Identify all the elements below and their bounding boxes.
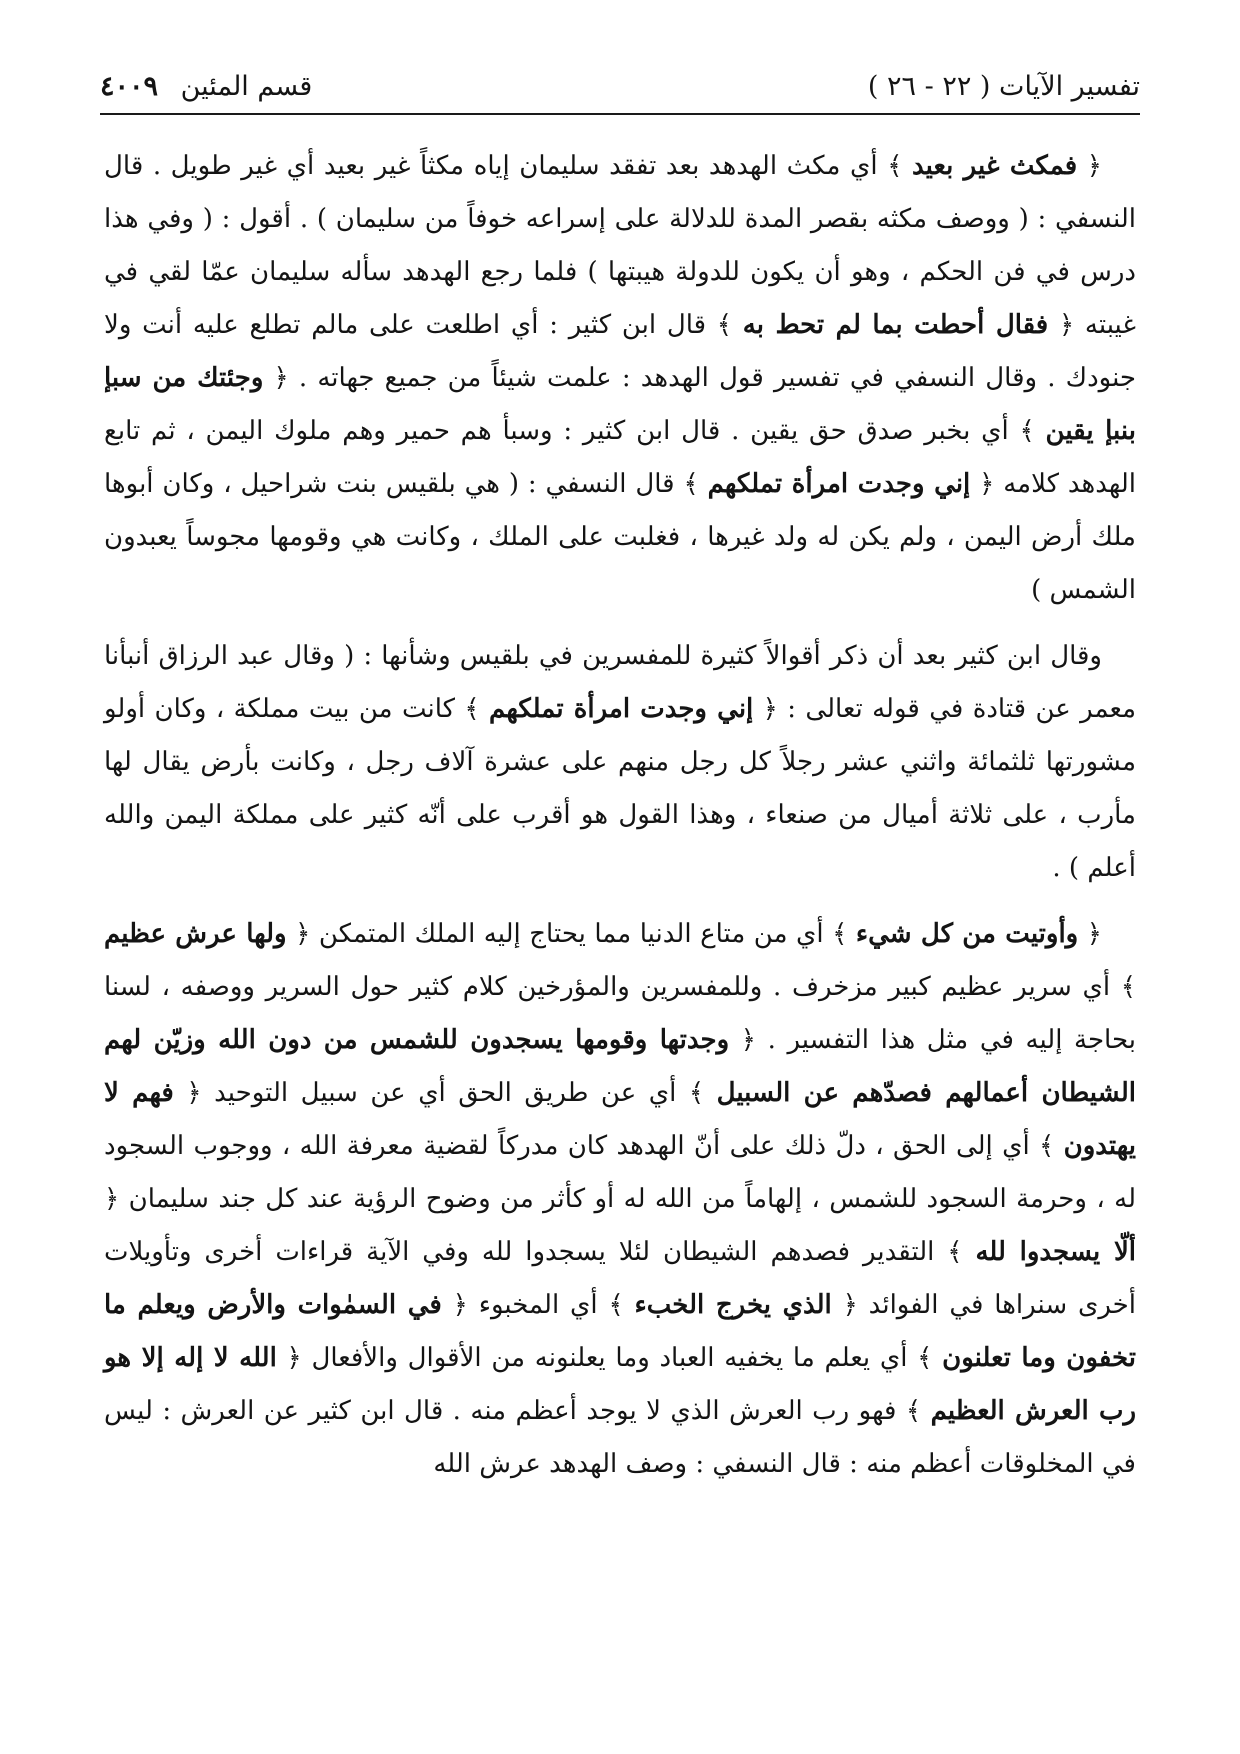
quran-verse: إني وجدت امرأة تملكهم — [489, 694, 754, 724]
commentary-text: ﴾ أي يعلم ما يخفيه العباد وما يعلنونه من الأقوال والأفعال ﴿ — [276, 1343, 943, 1373]
commentary-text: ﴾ التقدير فصدهم الشيطان لئلا يسجدوا لله وفي الآية قراءات أخرى وتأويلات أخرى سنراها في الفوائد ﴿ — [104, 1237, 1136, 1320]
commentary-text: ﴾ فهو رب العرش الذي لا يوجد أعظم منه . قال ابن كثير عن العرش : ليس في المخلوقات أعظم منه : قال النسفي : وصف الهدهد عرش الله — [104, 1396, 1136, 1479]
header-meta — [100, 71, 312, 102]
quran-verse: وأوتيت من كل شيء — [855, 919, 1079, 949]
commentary-text: ﴾ أي بخبر صدق حق يقين . قال ابن كثير : وسبأ هم حمير وهم ملوك اليمن ، ثم تابع الهدهد كلامه ﴿ — [104, 416, 1137, 499]
quran-verse: وجدتها وقومها يسجدون للشمس من دون الله وزيّن لهم الشيطان أعمالهم فصدّهم عن السبيل — [104, 1025, 1136, 1108]
quran-verse: فهم لا يهتدون — [104, 1078, 1136, 1161]
commentary-text: ﴾ أي مكث الهدهد بعد تفقد سليمان إياه مكثاً غير بعيد أي غير طويل . قال النسفي : ( ووصف مكثه بقصر المدة للدلالة على إسراعه خوفاً من سليمان ) . أقول : ( وفي هذا درس في فن الحكم ، وهو أن يكون للدولة هيبتها ) فلما رجع الهدهد سأله سليمان عمّا لقي في غيبته ﴿ — [104, 151, 1136, 340]
commentary-text: ﴾ أي عن طريق الحق أي عن سبيل التوحيد ﴿ — [173, 1078, 717, 1108]
section-name: قسم المئين — [180, 70, 313, 102]
commentary-text: وقال ابن كثير بعد أن ذكر أقوالاً كثيرة للمفسرين في بلقيس وشأنها : ( وقال عبد الرزاق أنبأنا معمر عن قتادة في قوله تعالى : ﴿ — [104, 641, 1137, 724]
page-header — [100, 62, 1140, 110]
commentary-text: ﴾ كانت من بيت مملكة ، وكان أولو مشورتها ثلثمائة واثني عشر رجلاً كل رجل منهم على عشرة آلاف رجل ، وكانت بأرض يقال لها مأرب ، على ثلاثة أميال من صنعاء ، وهذا القول هو أقرب على أنّه كثير على مملكة اليمن والله أعلم ) . — [104, 694, 1136, 883]
quran-verse: في السمٰوات والأرض ويعلم ما تخفون وما تعلنون — [104, 1290, 1136, 1373]
commentary-text: ﴾ أي إلى الحق ، دلّ ذلك على أنّ الهدهد كان مدركاً لقضية معرفة الله ، ووجوب السجود له ، وحرمة السجود للشمس ، إلهاماً من الله له أو كأثر من وضوح الرؤية عند كل جند سليمان ﴿ — [104, 1131, 1136, 1214]
page-title: تفسير الآيات ( ٢٢ - ٢٦ ) — [867, 70, 1140, 102]
page-number: ٤٠٠٩ — [100, 70, 159, 102]
quran-verse: الذي يخرج الخبء — [634, 1290, 832, 1320]
quran-verse: الله لا إله إلا هو رب العرش العظيم — [104, 1343, 1137, 1426]
quran-verse: ولها عرش عظيم — [104, 919, 287, 949]
commentary-text: ﴾ أي المخبوء ﴿ — [441, 1290, 635, 1320]
quran-verse: وجئتك من سبإ بنبإ يقين — [104, 363, 1136, 446]
commentary-text: ﴾ قال ابن كثير : أي اطلعت على مالم تطلع عليه أنت ولا جنودك . وقال النسفي في تفسير قول الهدهد : علمت شيئاً من جميع جهاته . ﴿ — [104, 310, 1136, 393]
commentary-text: ﴾ قال النسفي : ( هي بلقيس بنت شراحيل ، وكان أبوها ملك أرض اليمن ، ولم يكن له ولد غيرها ، فغلبت على الملك ، وكانت هي وقومها مجوساً يعبدون الشمس ) — [104, 469, 1136, 605]
header-rule — [100, 113, 1140, 115]
commentary-text: ﴾ أي من متاع الدنيا مما يحتاج إليه الملك المتمكن ﴿ — [286, 919, 856, 949]
paragraph-3 — [104, 908, 1136, 1491]
commentary-text: ﴿ — [1078, 919, 1102, 949]
page-body — [104, 140, 1136, 1504]
quran-verse: فمكث غير بعيد — [912, 151, 1078, 181]
commentary-text: ﴿ — [1077, 151, 1103, 181]
commentary-text: ﴾ أي سرير عظيم كبير مزخرف . وللمفسرين والمؤرخين كلام كثير حول السرير ووصفه ، لسنا بحاجة إليه في مثل هذا التفسير . ﴿ — [104, 972, 1136, 1055]
quran-verse: فقال أحطت بما لم تحط به — [742, 310, 1049, 340]
quran-verse: ألّا يسجدوا لله — [975, 1237, 1137, 1267]
paragraph-1 — [104, 140, 1136, 617]
quran-verse: إني وجدت امرأة تملكهم — [707, 469, 971, 499]
paragraph-2 — [104, 630, 1136, 895]
